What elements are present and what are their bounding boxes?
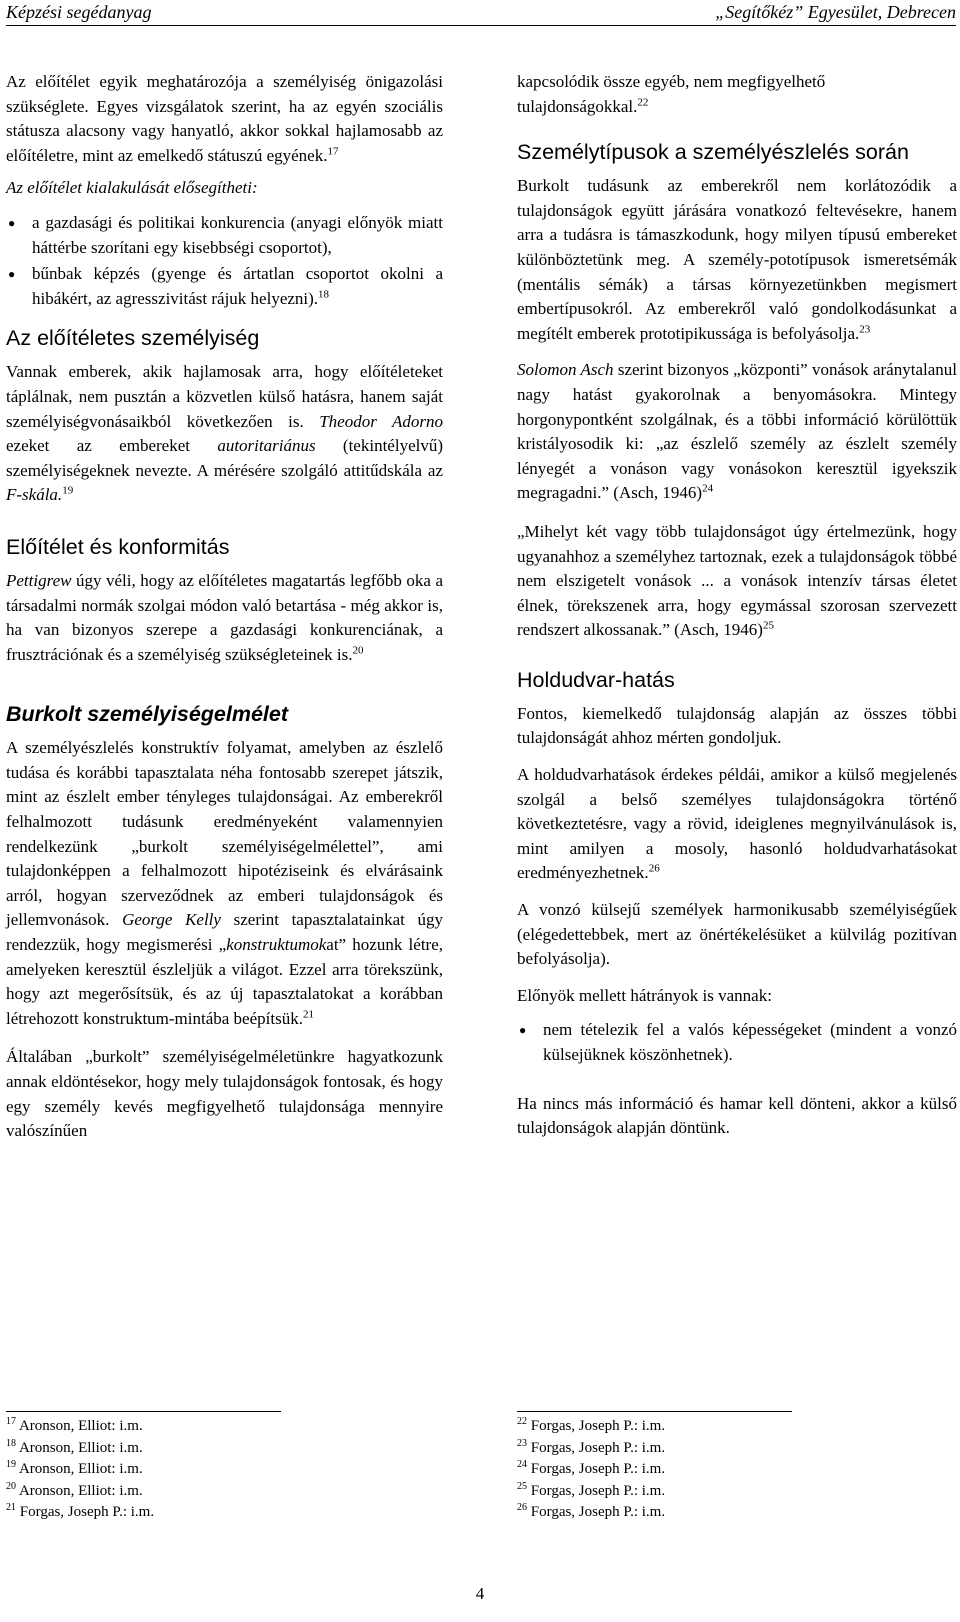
bullet-icon: ● [519,1023,527,1038]
paragraph: Pettigrew úgy véli, hogy az előítéletes magatartás legfőbb oka a társadalmi normák szolgai módon való betartása - még akkor is, ha van bizonyos szerepe a gazdasági konkurenciának, a frusztrációnak és a személyiség szükségleteinek is.$^{20}$ [6,570,443,664]
section-heading: Személytípusok a személyészlelés során [517,140,909,165]
paragraph: Vannak emberek, akik hajlamosak arra, hogy előítéleteket táplálnak, nem pusztán a közvetlen külső hatásra, hanem saját személyiségvonásaikból következően is. Theodor Adorno ezeket az embereket autoritariánus (tekintélyelvű) személyiségeknek nevezte. A mérésére szolgáló attitűdskála az F-skála.$^{19}$ [6,362,444,505]
header-left-title: Képzési segédanyag [6,2,152,22]
footnote-ref[interactable]: 19 [62,484,74,497]
footnote-ref[interactable]: 18 [318,288,330,301]
paragraph: A személyészlelés konstruktív folyamat, amelyben az észlelő tudása és korábbi tapasztalata néha fontosabb szerepet játszik, mint az észlelt ember tényleges tulajdonságai. Az emberekről felhalmozott tudásunk eredményeként valamennyien rendelkezünk „burkolt személyiségelmélettel”, ami tulajdonképpen a felhalmozott hipotéziseink és elvárásaink arról, hogyan szerveződnek az emberi tulajdonságok és jellemvonások. George Kelly szerint tapasztalatainkat úgy rendezzük, hogy megismerési „konstruktumokat” hozunk létre, amelyeken keresztül észleljük a világot. Ezzel arra törekszünk, hogy azt megerősítsük, és az új tapasztalatokat a korábban létrehozott konstruktum-mintába beépítsük.$^{21}$ [6,738,444,1028]
page-header [6,0,956,26]
paragraph: A vonzó külsejű személyek harmonikusabb személyiségűek (elégedettebbek, mert az önértékelésüket a külvilág pozitívan befolyásolja). [517,900,957,969]
paragraph: kapcsolódik össze egyéb, nem megfigyelhető tulajdonságokkal.$^{22}$ [517,72,826,116]
footnote: $^{25}$ Forgas, Joseph P.: i.m. [517,1480,666,1499]
section-heading: Burkolt személyiségelmélet [6,702,289,727]
section-heading: Az előítéletes személyiség [6,326,260,351]
footnote: $^{19}$ Aronson, Elliot: i.m. [6,1459,143,1477]
footnote-ref[interactable]: 21 [302,1008,314,1021]
footnote-ref[interactable]: 22 [637,95,649,108]
footnote-ref[interactable]: 17 [327,145,339,158]
quote-paragraph: „Mihelyt két vagy több tulajdonságot úgy értelmezünk, hogy ugyanahhoz a személyhez tartoznak, ezek a tulajdonságok többé nem elszigetelt vonások ... a vonások intenzív társas életet élnek, törekszenek arra, hogy egymással szorosan szervezett rendszert alkossanak.” (Asch, 1946)$^{25}$ [517,521,957,640]
paragraph: Ha nincs más információ és hamar kell dönteni, akkor a külső tulajdonságok alapján döntünk. [517,1093,957,1138]
section-heading: Holdudvar-hatás [517,667,675,692]
list-item: ● nem tételezik fel a valós képességeket (mindent a vonzó külsejüknek köszönhetnek). [519,1020,957,1064]
list-item: ● a gazdasági és politikai konkurencia (anyagi előnyök miatt háttérbe szorítani egy kisebbségi csoportot), [8,212,443,257]
section-heading: Előítélet és konformitás [6,534,230,559]
footnote-ref[interactable]: 20 [352,644,364,657]
paragraph: Általában „burkolt” személyiségelméletünkre hagyatkozunk annak eldöntésekor, hogy mely tulajdonságok fontosak, és hogy egy személy kevés megfigyelhető tulajdonsága mennyire valószínűen [6,1047,443,1141]
header-right-title: „Segítőkéz” Egyesület, Debrecen [715,2,956,22]
paragraph: Fontos, kiemelkedő tulajdonság alapján az összes többi tulajdonságát ahhoz mérten gondoljuk. [517,703,957,748]
footnote: $^{22}$ Forgas, Joseph P.: i.m. [517,1416,666,1434]
footnote: $^{24}$ Forgas, Joseph P.: i.m. [517,1459,666,1477]
bullet-icon: ● [8,267,16,282]
right-column [517,70,957,1149]
footnotes-right [517,1416,957,1524]
list-item: ● bűnbak képzés (gyenge és ártatlan csoportot okolni a hibákért, az agresszivitást rájuk helyezni).$^{18}$ [8,264,443,308]
footnote-ref[interactable]: 25 [762,619,774,632]
footnote: $^{23}$ Forgas, Joseph P.: i.m. [517,1437,666,1456]
footnotes-left [6,1416,443,1524]
footnote: $^{26}$ Forgas, Joseph P.: i.m. [517,1502,666,1520]
bullet-list [517,1018,957,1067]
bullet-icon: ● [8,215,16,230]
paragraph: Az előítélet egyik meghatározója a személyiség önigazolási szükséglete. Egyes vizsgálatok szerint, ha az egyén szociális státusza alacsony vagy hanyatló, akkor sokkal hajlamosabb az előítéletre, mint az emelkedő státuszú egyének.$^{17}$ [6,72,443,165]
footnote-separator [517,1411,792,1412]
footnote: $^{17}$ Aronson, Elliot: i.m. [6,1416,143,1434]
footnote-separator [6,1411,281,1412]
paragraph: A holdudvarhatások érdekes példái, amikor a külső megjelenés szolgál a belső személyes tulajdonságokra történő következtetésre, vagy a rövid, ideiglenes megnyilvánulások is, mint amilyen a mosoly, hasonló holdudvarhatásokat eredményezhetnek.$^{26}$ [517,765,957,883]
page-number: 4 [475,1584,485,1603]
footnote-ref[interactable]: 23 [859,323,871,336]
footnote: $^{18}$ Aronson, Elliot: i.m. [6,1437,143,1456]
footnote: $^{20}$ Aronson, Elliot: i.m. [6,1480,143,1499]
footnote-ref[interactable]: 26 [648,862,660,875]
left-column [6,70,443,1152]
footnote-ref[interactable]: 24 [702,482,714,495]
footnote: $^{21}$ Forgas, Joseph P.: i.m. [6,1502,155,1520]
paragraph: Az előítélet kialakulását elősegítheti: [6,178,258,198]
paragraph: Előnyök mellett hátrányok is vannak: [517,985,772,1005]
paragraph: Solomon Asch szerint bizonyos „központi” vonások aránytalanul nagy hatást gyakorolnak a benyomásokra. Mintegy horgonypontként szolgálnak, és a többi információ körülöttük kristályosodik ki: „az észlelő személy az észlelt személy lényegét a vonáson vagy vonásokon keresztül igyekszik megragadni.” (Asch, 1946)$^{24}$ [517,360,957,503]
bullet-list [6,211,443,311]
paragraph: Burkolt tudásunk az emberekről nem korlátozódik a tulajdonságok együtt járására vonatkozó feltevésekre, hanem arra a tudásra is támaszkodunk, hogy milyen típusú embereket különböztetünk meg. A személy-pototípusok ismeretsémák (mentális sémák) a társas környezetünkben megismert embertípusokról. Az emberekről való gondolkodásunkat a megítélt emberek prototipikussága is befolyásolja.$^{23}$ [517,176,957,343]
